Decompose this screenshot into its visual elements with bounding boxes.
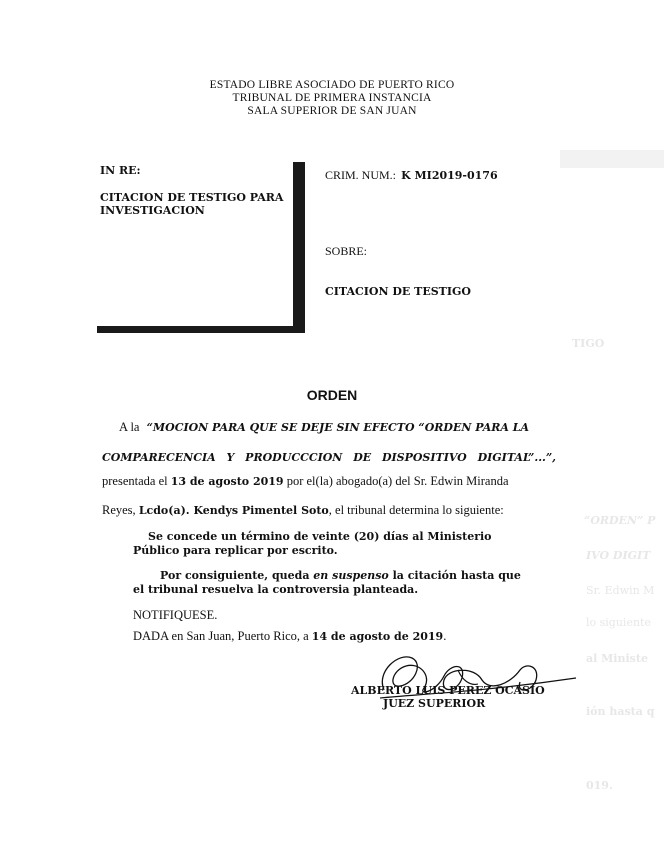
- filing-date: 13 de agosto 2019: [170, 475, 284, 488]
- sobre-value: CITACION DE TESTIGO: [325, 285, 471, 298]
- bleed-text-4: Sr. Edwin M: [586, 584, 655, 597]
- p3-text-a: Por consiguiente, queda: [160, 569, 310, 582]
- p3-text-b: la citación hasta que: [392, 569, 521, 582]
- p1-text-g: , el tribunal determina lo siguiente:: [328, 503, 504, 517]
- case-number: K MI2019-0176: [401, 169, 498, 182]
- order-date: 14 de agosto de 2019: [311, 630, 444, 643]
- bleed-text-3: IVO DIGIT: [586, 549, 651, 562]
- header-line-1: ESTADO LIBRE ASOCIADO DE PUERTO RICO: [209, 79, 455, 91]
- dated-text: DADA en San Juan, Puerto Rico, a: [133, 629, 309, 643]
- order-title: ORDEN: [306, 387, 358, 403]
- bleed-text-5: lo siguiente: [586, 616, 651, 629]
- paragraph-2-line-2: Público para replicar por escrito.: [133, 544, 338, 557]
- header-line-2: TRIBUNAL DE PRIMERA INSTANCIA: [232, 92, 432, 104]
- caption-divider-vertical: [293, 162, 305, 332]
- judge-name: ALBERTO LUIS PEREZ OCASIO: [351, 684, 545, 697]
- bleed-text-2: “ORDEN” P: [584, 514, 656, 527]
- matter-line-2: INVESTIGACION: [100, 204, 205, 217]
- case-number-label: CRIM. NUM.:: [325, 168, 397, 182]
- court-header: [0, 79, 664, 118]
- sobre-label: SOBRE:: [325, 244, 368, 258]
- case-number-row: [325, 164, 498, 183]
- bleed-text-8: 019.: [586, 779, 613, 792]
- notify-line: NOTIFIQUESE.: [133, 608, 218, 622]
- bleed-text-6: al Ministe: [586, 652, 648, 665]
- lawyer-name: Lcdo(a). Kendys Pimentel Soto: [138, 504, 329, 517]
- p1-text-f: Reyes,: [102, 503, 136, 517]
- p1-text-a: A la: [119, 420, 140, 434]
- motion-title-part-1: “MOCION PARA QUE SE DEJE SIN EFECTO “ORDEN PARA LA: [146, 421, 530, 434]
- p3-emphasis: en suspenso: [313, 569, 389, 582]
- bleed-block: [560, 150, 664, 168]
- paragraph-1-line-3: [102, 474, 509, 489]
- bleed-text-7: ión hasta q: [586, 705, 655, 718]
- paragraph-1-line-1: [119, 420, 529, 435]
- paragraph-1-line-4: [102, 503, 504, 518]
- p1-text-e: por el(la) abogado(a) del Sr. Edwin Miranda: [286, 474, 509, 488]
- bleed-text-1: TIGO: [572, 337, 605, 350]
- dated-end: .: [443, 629, 447, 643]
- p1-text-d: presentada el: [102, 474, 168, 488]
- in-re-label: IN RE:: [100, 164, 141, 177]
- matter-line-1: CITACION DE TESTIGO PARA: [100, 191, 284, 204]
- judge-title: JUEZ SUPERIOR: [383, 697, 486, 710]
- paragraph-3-line-2: el tribunal resuelva la controversia planteada.: [133, 583, 419, 596]
- motion-title-part-2: COMPARECENCIA Y PRODUCCCION DE DISPOSITIVO DIGITAL”...”,: [102, 451, 557, 464]
- paragraph-2-line-1: Se concede un término de veinte (20) días al Ministerio: [148, 530, 492, 543]
- caption-divider-horizontal: [97, 326, 305, 333]
- header-line-3: SALA SUPERIOR DE SAN JUAN: [247, 105, 417, 117]
- paragraph-3-line-1: [160, 569, 521, 582]
